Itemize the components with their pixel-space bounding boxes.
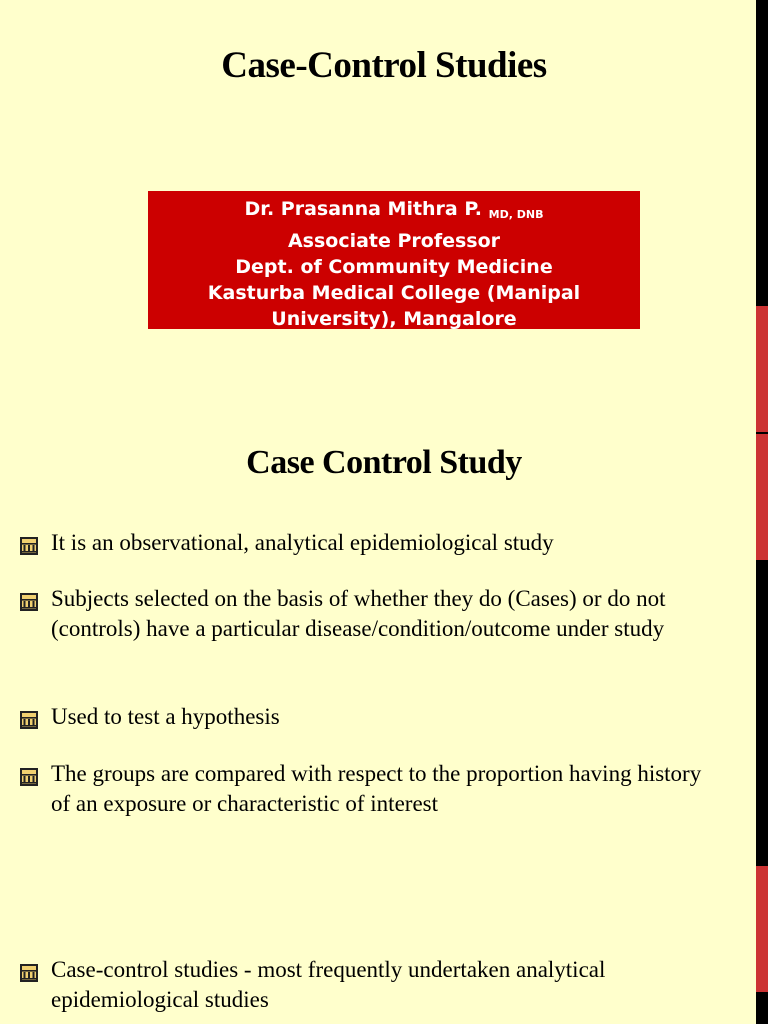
author-name: Dr. Prasanna Mithra P. [244,198,483,220]
bullet-item [20,759,710,819]
right-edge-strip [756,0,768,1024]
right-strip-accent [756,306,768,432]
slide-title: Case-Control Studies [221,45,547,86]
bullet-item [20,702,710,732]
building-bullet-icon [20,589,38,607]
bullet-text: Case-control studies - most frequently undertaken analytical epidemiological studies [51,957,606,1012]
bullet-item [20,955,710,1015]
building-bullet-icon [20,707,38,725]
bullet-text: Subjects selected on the basis of whether they do (Cases) or do not (controls) have a particular disease/condition/outcome under study [51,586,666,641]
building-bullet-icon [20,533,38,551]
author-box [148,191,640,329]
building-bullet-icon [20,960,38,978]
building-bullet-icon [20,764,38,782]
bullet-item [20,584,710,644]
author-position: Associate Professor [287,230,501,252]
author-institution-line2: University), Mangalore [271,308,517,330]
bullet-text: The groups are compared with respect to the proportion having history of an exposure or characteristic of interest [51,761,702,816]
bullet-text: Used to test a hypothesis [51,704,280,729]
bullet-item [20,528,710,558]
bullet-text: It is an observational, analytical epidemiological study [51,530,554,555]
author-institution-line1: Kasturba Medical College (Manipal [207,282,581,304]
right-strip-accent [756,866,768,992]
author-department: Dept. of Community Medicine [235,256,553,278]
author-name-line [148,196,640,228]
author-credentials: MD, DNB [488,208,544,221]
section-title: Case Control Study [246,444,522,481]
